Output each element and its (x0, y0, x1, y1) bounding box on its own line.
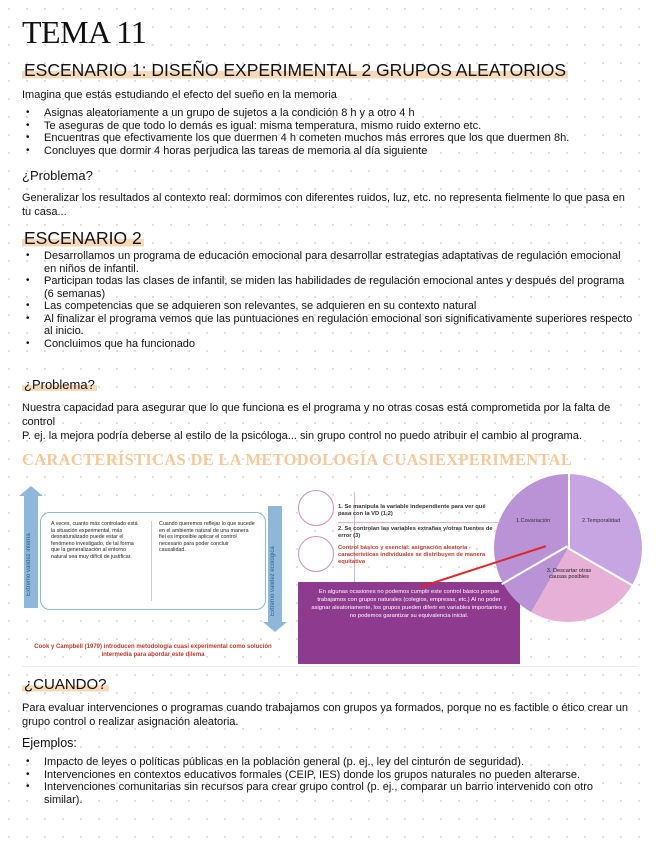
escenario2-heading: ESCENARIO 2 (24, 228, 142, 248)
pie-divider (568, 474, 570, 548)
list-item: • Encuentras que efectivamente los que duermen 4 h cometen muchos más errores que los que duermen 8h. (22, 132, 634, 145)
grupos-naturales-text: En algunas ocasiones no podemos cumplir este control básico porque trabajamos con grupos naturales (colegios, empresas, etc.) Al no poder asignar aleatoriamente, los grupos pueden diferir en variables importantes y no podemos garantizar su equivalencia inicial. (311, 589, 507, 619)
list-item: • Intervenciones en contextos educativos formales (CEIP, IES) donde los grupos naturales no pueden alterarse. (22, 769, 634, 782)
causalidad-pie (494, 474, 642, 622)
escenario2-problema-label: ¿Problema? (24, 377, 95, 392)
cuando-heading: ¿CUANDO? (24, 676, 107, 693)
divider (338, 522, 498, 523)
list-item: • Concluimos que ha funcionado (22, 338, 634, 351)
control-item-3: Control básico y esencial: asignación aleatoria - características individuales se distribuyen de manera equitativa (338, 545, 486, 566)
escenario1-problema-text: Generalizar los resultados al contexto real: dormimos con diferentes ruidos, luz, etc. no representa fielmente lo que pasa en tu casa... (22, 192, 625, 218)
escenario2-problema-text-1: Nuestra capacidad para asegurar que lo que funciona es el programa y no otras cosas está comprometida por la falta de control (22, 402, 611, 428)
pie-label-2: 2.Temporalidad (582, 518, 621, 524)
list-item: • Te aseguras de que todo lo demás es igual: misma temperatura, mismo ruido externo etc. (22, 120, 634, 133)
pie-divider (567, 547, 634, 586)
escenario2-problema-text-2: P. ej. la mejora podría deberse al estilo de la psicóloga... sin grupo control no puedo atribuir el cambio al programa. (22, 430, 582, 442)
list-item: • Desarrollamos un programa de educación emocional para desarrollar estrategias adaptativas de regulación emocional en niños de infantil. (22, 250, 634, 275)
list-item: • Impacto de leyes o políticas públicas en la población general (p. ej., ley del cinturón de seguridad). (22, 756, 634, 769)
ejemplos-label: Ejemplos: (22, 736, 77, 750)
page-title: TEMA 11 (22, 14, 147, 50)
divider (22, 666, 638, 667)
escenario1-heading: ESCENARIO 1: DISEÑO EXPERIMENTAL 2 GRUPOS ALEATORIOS (24, 60, 566, 80)
control-item-2: 2. Se controlan las variables extrañas y/otras fuentes de error (3) (338, 526, 493, 540)
cook-campbell-caption: Cook y Campbell (1979) introducen metodología cuasi experimental como solución intermedia para abordar este dilema (34, 644, 272, 658)
cuando-text: Para evaluar intervenciones o programas cuando trabajamos con grupos ya formados, porque no es factible o ético crear un grupo control o realizar asignación aleatoria. (22, 702, 628, 728)
control-item-1: 1. Se manipula la variable independiente para ver qué pasa con la VD (1,2) (338, 504, 486, 518)
pie-label-3: 3. Descartar otras causas posibles (546, 568, 592, 580)
escenario2-bullets (22, 250, 634, 350)
circle-icon (298, 490, 334, 526)
pie-label-1: 1.Covariación (516, 518, 551, 524)
list-item: • Al finalizar el programa vemos que las puntuaciones en regulación emocional son significativamente superiores respecto al inicio. (22, 313, 634, 338)
circle-icon (298, 536, 334, 572)
list-item: • Las competencias que se adquieren son relevantes, se adquieren en su contexto natural (22, 300, 634, 313)
divider (151, 521, 152, 601)
list-item: • Asignas aleatoriamente a un grupo de sujetos a la condición 8 h y a otro 4 h (22, 107, 634, 120)
validity-figure (22, 486, 284, 666)
list-item: • Participan todas las clases de infantil, se miden las habilidades de regulación emocional antes y después del programa (6 semanas) (22, 275, 634, 300)
validez-interna-label: Extremo validez interna (26, 533, 32, 596)
arrow-down-icon (263, 622, 287, 632)
escenario1-intro: Imagina que estás estudiando el efecto del sueño en la memoria (22, 89, 337, 101)
caracteristicas-heading: CARACTERÍSTICAS DE LA METODOLOGÍA CUASIEXPERIMENTAL (22, 450, 573, 469)
grupos-naturales-box (298, 582, 520, 664)
validez-ecologica-label: Extremo validez ecológica (270, 546, 276, 616)
arrow-up-icon (19, 486, 43, 496)
list-item: • Intervenciones comunitarias sin recursos para crear grupo control (p. ej., comparar un barrio intervenido con otro similar). (22, 781, 634, 806)
dilemma-col1: A veces, cuanto más controlado está la situación experimental, más desnaturalizado puede estar el fenómeno investigado, de tal forma que la generalización al entorno natural sea muy difícil de justificar. (51, 521, 138, 560)
list-item: • Concluyes que dormir 4 horas perjudica las tareas de memoria al día siguiente (22, 145, 634, 158)
escenario1-problema-label: ¿Problema? (22, 168, 93, 183)
dilemma-box (40, 512, 266, 610)
control-figure (294, 486, 526, 666)
escenario1-bullets (22, 107, 634, 157)
dilemma-col2: Cuando queremos reflejar lo que sucede en el ambiente natural de una manera fiel es imposible aplicar el control necesario para poder concluir causalidad. (159, 521, 255, 554)
ejemplos-bullets (22, 756, 634, 806)
